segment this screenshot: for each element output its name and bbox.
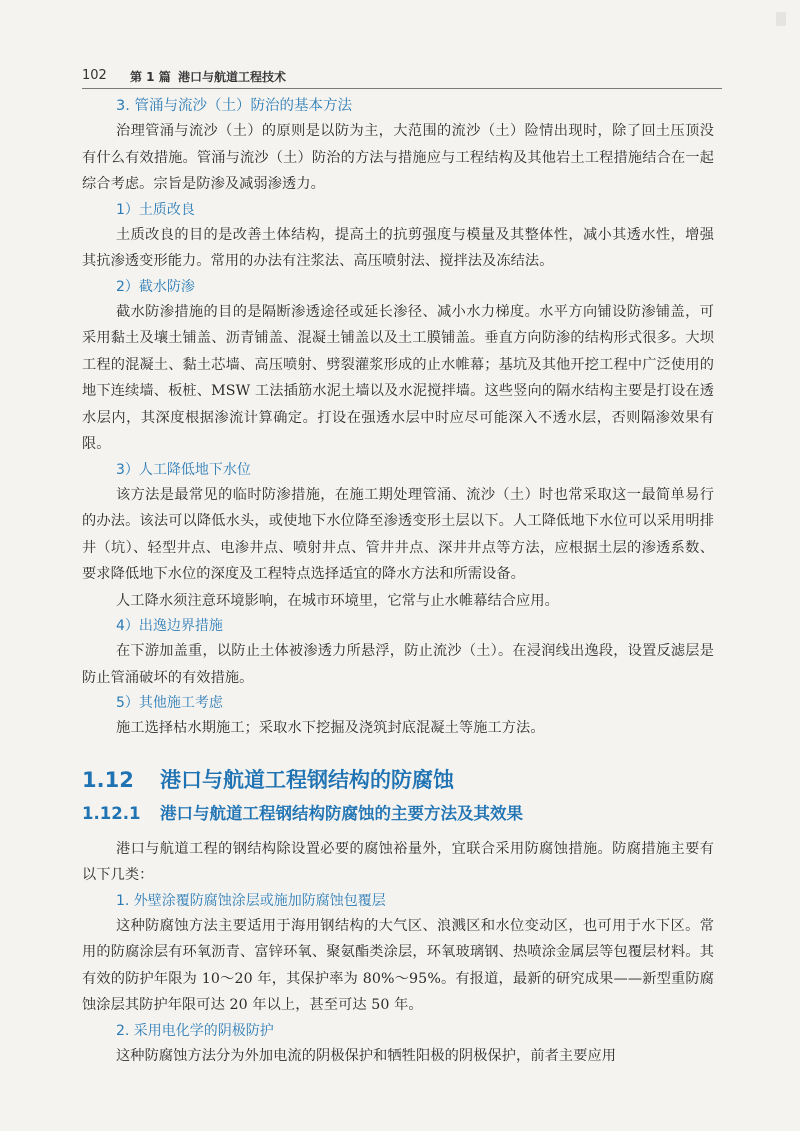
part-title: 港口与航道工程技术 — [178, 70, 287, 84]
paragraph-dewatering-note: 人工降水须注意环境影响，在城市环境里，它常与止水帷幕结合应用。 — [116, 592, 559, 609]
heading-coating: 1. 外壁涂覆防腐蚀涂层或施加防腐蚀包覆层 — [116, 892, 386, 909]
paragraph-cutoff: 截水防渗措施的目的是隔断渗透途径或延长渗径、减小水力梯度。水平方向铺设防渗铺盖，可采用黏土及壤土铺盖、沥青铺盖、混凝土铺盖以及土工膜铺盖。垂直方向防渗的结构形式很多。大坝工程的混凝土、黏土芯墙、高压喷射、劈裂灌浆形成的止水帷幕；基坑及其他开挖工程中广泛使用的地下连续墙、板桩、MSW 工法插筋水泥土墙以及水泥搅拌墙。这些竖向的隔水结构主要是打设在透水层内，其深度根据渗流计算确定。打设在强透水层中时应尽可能深入不透水层，否则隔渗效果有限。 — [82, 303, 714, 452]
header-divider — [82, 88, 722, 89]
page-body — [82, 94, 714, 1069]
section-heading — [82, 766, 714, 794]
paragraph-coating: 这种防腐蚀方法主要适用于海用钢结构的大气区、浪溅区和水位变动区，也可用于水下区。常用的防腐涂层有环氧沥青、富锌环氧、聚氨酯类涂层，环氧玻璃钢、热喷涂金属层等包覆层材料。其有效的防护年限为 10～20 年，其保护率为 80%～95%。有报道，最新的研究成果——新型重防腐蚀涂层其防护年限可达 20 年以上，甚至可达 50 年。 — [82, 917, 714, 1013]
section-title: 港口与航道工程钢结构的防腐蚀 — [160, 767, 454, 792]
heading-cutoff: 2）截水防渗 — [116, 278, 195, 295]
paragraph-cathodic: 这种防腐蚀方法分为外加电流的阴极保护和牺牲阳极的阴极保护，前者主要应用 — [116, 1047, 617, 1064]
heading-other-construction: 5）其他施工考虑 — [116, 695, 223, 711]
subsection-title: 港口与航道工程钢结构防腐蚀的主要方法及其效果 — [160, 803, 523, 823]
running-header — [82, 66, 722, 88]
heading-dewatering: 3）人工降低地下水位 — [116, 461, 251, 478]
subsection-number: 1.12.1 — [82, 803, 141, 823]
paragraph-principles: 治理管涌与流沙（土）的原则是以防为主，大范围的流沙（土）险情出现时，除了回土压顶没有什么有效措施。管涌与流沙（土）防治的方法与措施应与工程结构及其他岩土工程措施结合在一起综合考虑。宗旨是防渗及减弱渗透力。 — [82, 123, 714, 192]
part-label: 第 1 篇 — [130, 70, 171, 84]
heading-exit-boundary: 4）出逸边界措施 — [116, 618, 223, 634]
paragraph-exit-boundary: 在下游加盖重，以防止土体被渗透力所悬浮，防止流沙（土）。在浸润线出逸段，设置反滤层是防止管涌破坏的有效措施。 — [82, 643, 714, 686]
paragraph-corrosion-intro: 港口与航道工程的钢结构除设置必要的腐蚀裕量外，宜联合采用防腐蚀措施。防腐措施主要有以下几类： — [82, 840, 714, 883]
heading-3-methods: 3. 管涌与流沙（土）防治的基本方法 — [116, 98, 352, 114]
paragraph-other-construction: 施工选择枯水期施工；采取水下挖掘及浇筑封底混凝土等施工方法。 — [116, 720, 545, 736]
paragraph-dewatering: 该方法是最常见的临时防渗措施，在施工期处理管涌、流沙（土）时也常采取这一最简单易行的办法。该法可以降低水头，或使地下水位降至渗透变形土层以下。人工降低地下水位可以采用明排井（坑）、轻型井点、电渗井点、喷射井点、管井井点、深井井点等方法，应根据土层的渗透系数、要求降低地下水位的深度及工程特点选择适宜的降水方法和所需设备。 — [82, 486, 714, 582]
paragraph-soil-improvement: 土质改良的目的是改善土体结构，提高土的抗剪强度与模量及其整体性，减小其透水性，增强其抗渗透变形能力。常用的办法有注浆法、高压喷射法、搅拌法及冻结法。 — [82, 226, 714, 269]
subsection-heading — [82, 802, 714, 826]
heading-soil-improvement: 1）土质改良 — [116, 201, 195, 218]
section-number: 1.12 — [82, 767, 134, 792]
page-number: 102 — [82, 68, 107, 83]
page-corner-mark — [776, 12, 786, 26]
heading-cathodic: 2. 采用电化学的阴极防护 — [116, 1022, 274, 1039]
